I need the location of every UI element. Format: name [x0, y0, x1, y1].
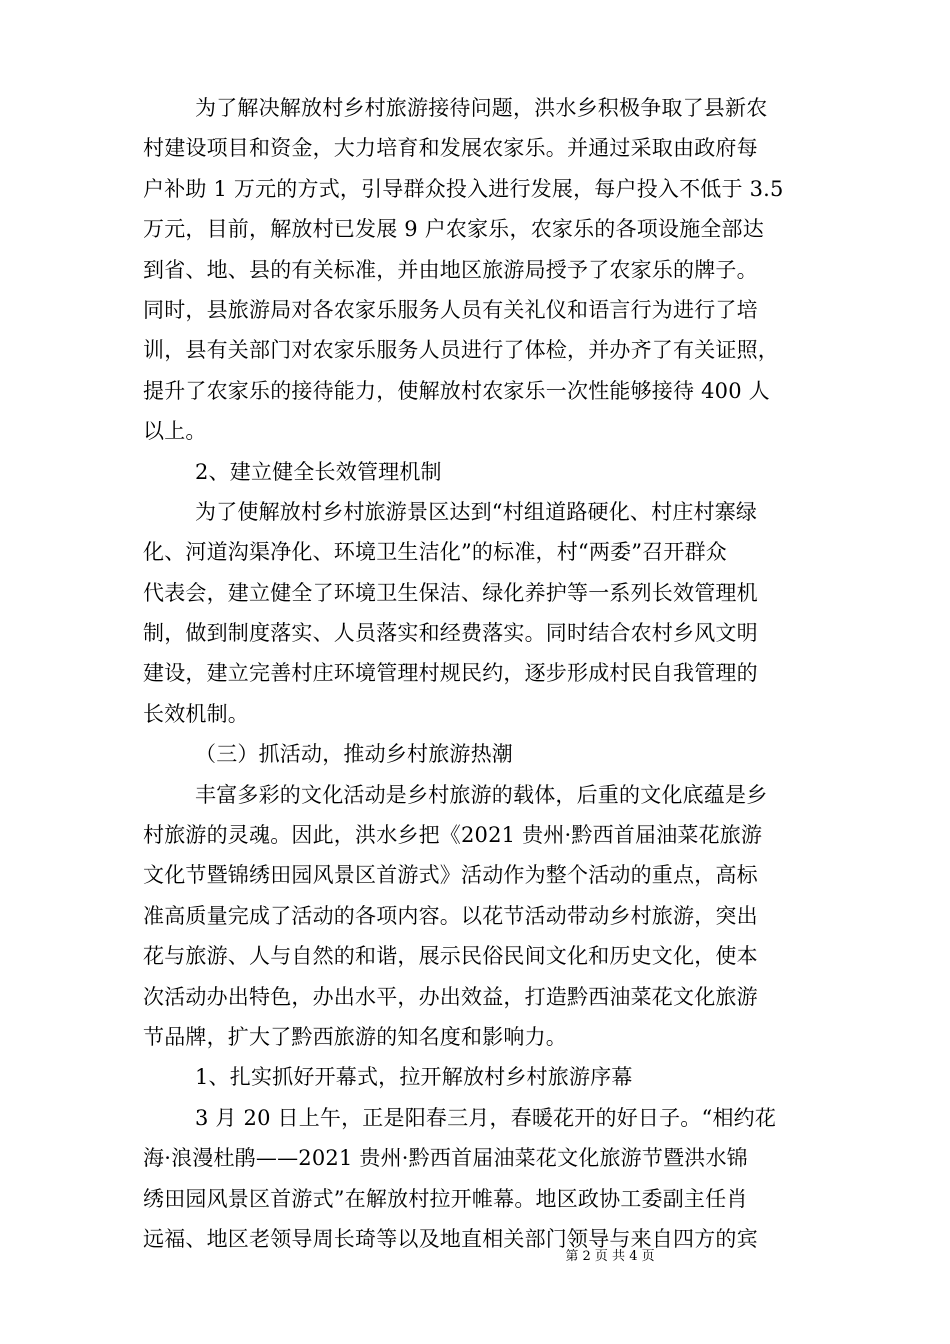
text-line: 为了解决解放村乡村旅游接待问题，洪水乡积极争取了县新农	[195, 96, 768, 120]
text-line: 村建设项目和资金，大力培育和发展农家乐。并通过采取由政府每	[143, 136, 758, 161]
text-line: 为了使解放村乡村旅游景区达到“村组道路硬化、村庄村寨绿	[195, 499, 758, 524]
text-line: 村旅游的灵魂。因此，洪水乡把《2021 贵州·黔西首届油菜花旅游	[143, 823, 763, 848]
text-line: 远福、地区老领导周长琦等以及地直相关部门领导与来自四方的宾	[143, 1226, 758, 1251]
text-line: 节品牌，扩大了黔西旅游的知名度和影响力。	[143, 1024, 567, 1049]
text-line: 以上。	[143, 419, 207, 444]
text-line: 代表会，建立健全了环境卫生保洁、绿化养护等一系列长效管理机	[143, 580, 758, 605]
text-line: 绣田园风景区首游式”在解放村拉开帷幕。地区政协工委副主任肖	[143, 1186, 748, 1211]
text-line: 长效机制。	[143, 701, 249, 726]
page-footer: 第 2 页 共 4 页	[565, 1249, 655, 1264]
text-line: 同时，县旅游局对各农家乐服务人员有关礼仪和语言行为进行了培	[143, 297, 758, 322]
document-body	[143, 88, 805, 1259]
text-line: 2、建立健全长效管理机制	[195, 459, 442, 484]
text-line: 海·浪漫杜鹃——2021 贵州·黔西首届油菜花文化旅游节暨洪水锦	[143, 1146, 748, 1171]
text-line: 化、河道沟渠净化、环境卫生洁化”的标准，村“两委”召开群众	[143, 540, 728, 565]
text-line: 到省、地、县的有关标准，并由地区旅游局授予了农家乐的牌子。	[143, 257, 758, 282]
text-line: 花与旅游、人与自然的和谐，展示民俗民间文化和历史文化，使本	[143, 944, 758, 969]
text-line: 训，县有关部门对农家乐服务人员进行了体检，并办齐了有关证照，	[143, 338, 779, 363]
text-line: （三）抓活动，推动乡村旅游热潮	[195, 742, 513, 767]
text-line: 1、扎实抓好开幕式，拉开解放村乡村旅游序幕	[195, 1065, 633, 1090]
text-line: 文化节暨锦绣田园风景区首游式》活动作为整个活动的重点，高标	[143, 863, 758, 888]
text-line: 准高质量完成了活动的各项内容。以花节活动带动乡村旅游，突出	[143, 903, 758, 928]
text-line: 万元，目前，解放村已发展 9 户农家乐，农家乐的各项设施全部达	[143, 217, 764, 242]
text-line: 提升了农家乐的接待能力，使解放村农家乐一次性能够接待 400 人	[143, 378, 770, 403]
text-line: 次活动办出特色，办出水平，办出效益，打造黔西油菜花文化旅游	[143, 984, 758, 1009]
text-line: 制，做到制度落实、人员落实和经费落实。同时结合农村乡风文明	[143, 621, 758, 646]
text-line: 建设，建立完善村庄环境管理村规民约，逐步形成村民自我管理的	[143, 661, 758, 686]
text-line: 丰富多彩的文化活动是乡村旅游的载体，后重的文化底蕴是乡	[195, 782, 768, 807]
text-line: 户补助 1 万元的方式，引导群众投入进行发展，每户投入不低于 3.5	[143, 176, 784, 201]
text-line: 3 月 20 日上午，正是阳春三月，春暖花开的好日子。“相约花	[195, 1105, 777, 1130]
